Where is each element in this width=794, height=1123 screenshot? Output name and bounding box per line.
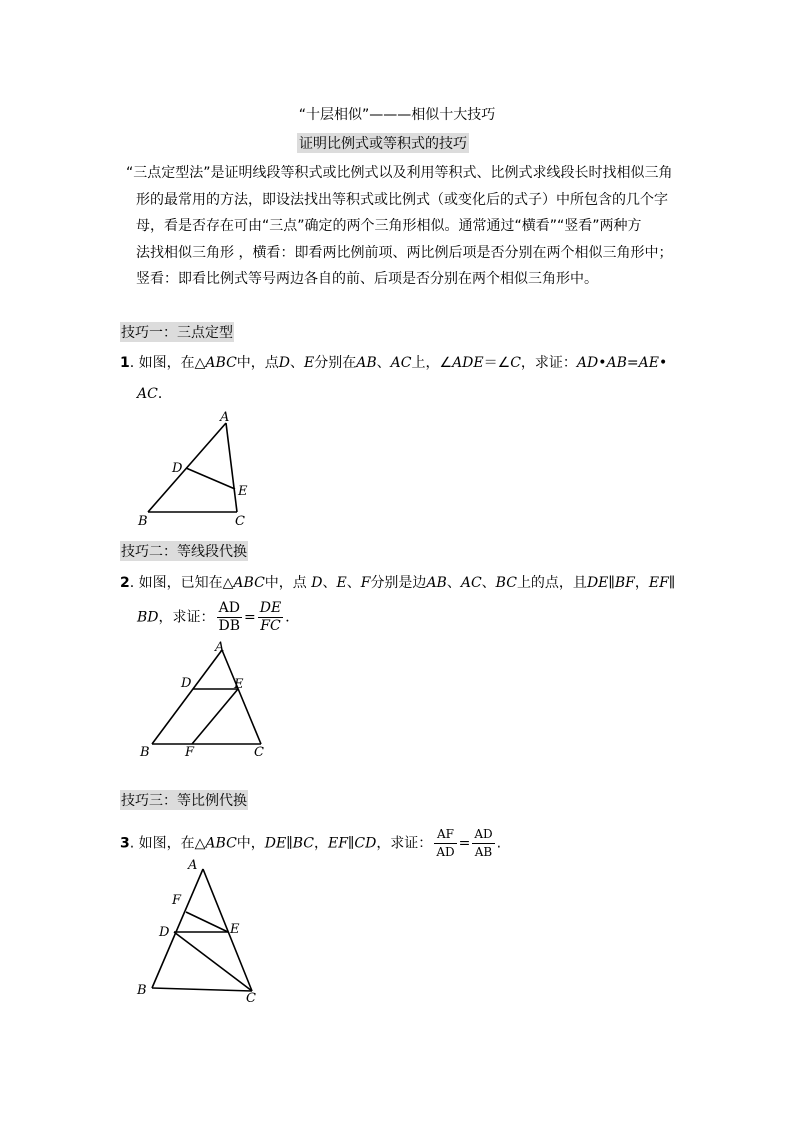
page-title: “十层相似”———相似十大技巧 [298,107,496,123]
fig2-label-a: A [215,640,225,655]
fig2-label-d: D [181,676,192,691]
figure-1-triangle [130,405,260,535]
figure-2-triangle [135,638,275,763]
fig2-label-f: F [185,745,195,760]
fig2-label-e: E [234,677,244,692]
figure-3-triangle [130,852,270,1007]
page-subtitle: 证明比例式或等积式的技巧 [297,133,469,153]
fig1-side-ac [226,423,237,512]
fig1-segment-de [186,468,235,489]
fig3-label-d: D [159,925,170,940]
question-1-line-2: AC． [137,386,172,402]
fig1-label-e: E [238,484,248,499]
fig2-segment-ef [192,689,238,744]
intro-line-1: “三点定型法”是证明线段等积式或比例式以及利用等积式、比例式求线段长时找相似三角 [126,165,673,181]
fig2-side-ac [222,650,261,744]
intro-line-5: 竖看：即看比例式等号两边各自的前、后项是否分别在两个相似三角形中。 [136,271,598,288]
question-1-number: 1 [120,355,130,371]
question-2-number: 2 [120,575,130,591]
question-3-number: 3 [120,835,130,852]
fig1-label-d: D [172,461,183,476]
question-1: 1. 如图，在△ABC中，点D、E分别在AB、AC上，∠ADE＝∠C，求证：AD•AB=AE• [120,355,668,371]
fig3-label-c: C [246,991,256,1006]
fig3-label-f: F [172,893,182,908]
fig3-label-a: A [188,858,198,873]
intro-paragraph [120,160,680,293]
section-heading-3: 技巧三：等比例代换 [120,790,248,810]
question-3-fraction-af-ad: $\frac{AF}{AD}$ [436,827,455,859]
fig1-label-a: A [220,410,230,425]
question-2-fraction-de-fc: $\frac{DE}{FC}$ [259,600,282,634]
intro-line-3: 母，看是否存在可由“三点”确定的两个三角形相似。通常通过“横看”“竖看”两种方 [136,218,642,235]
fig1-label-c: C [235,514,245,529]
fig3-label-b: B [137,983,147,998]
fig3-side-bc [152,988,252,991]
section-heading-1: 技巧一：三点定型 [120,322,234,342]
section-heading-2: 技巧二：等线段代换 [120,541,248,561]
fig3-label-e: E [230,922,240,937]
question-2: 2. 如图，已知在△ABC中，点 D、E、F分别是边AB、AC、BC上的点，且DE∥BF，EF∥ [120,575,676,591]
fig2-side-ab [152,650,222,744]
intro-line-2: 形的最常用的方法，即设法找出等积式或比例式（或变化后的式子）中所包含的几个字 [136,191,668,208]
question-2-fraction-ad-db: $\frac{AD}{DB}$ [218,600,241,634]
fig1-label-b: B [138,514,148,529]
intro-line-4: 法找相似三角形 ，横看：即看两比例前项、两比例后项是否分别在两个相似三角形中； [136,244,673,261]
question-2-line-2: BD，求证： $\frac{AD}{DB}$ = $\frac{DE}{FC}$ ． [137,600,300,634]
fig2-label-b: B [140,745,150,760]
question-3-fraction-ad-ab: $\frac{AD}{AB}$ [474,827,493,859]
fig2-label-c: C [254,745,264,760]
question-3: 3. 如图，在△ABC中，DE∥BC，EF∥CD，求证： $\frac{AF}{AD}$ = $\frac{AD}{AB}$ . [120,827,502,859]
fig1-side-ab [148,423,226,512]
question-1-equation: AD•AB=AE• [576,355,668,371]
